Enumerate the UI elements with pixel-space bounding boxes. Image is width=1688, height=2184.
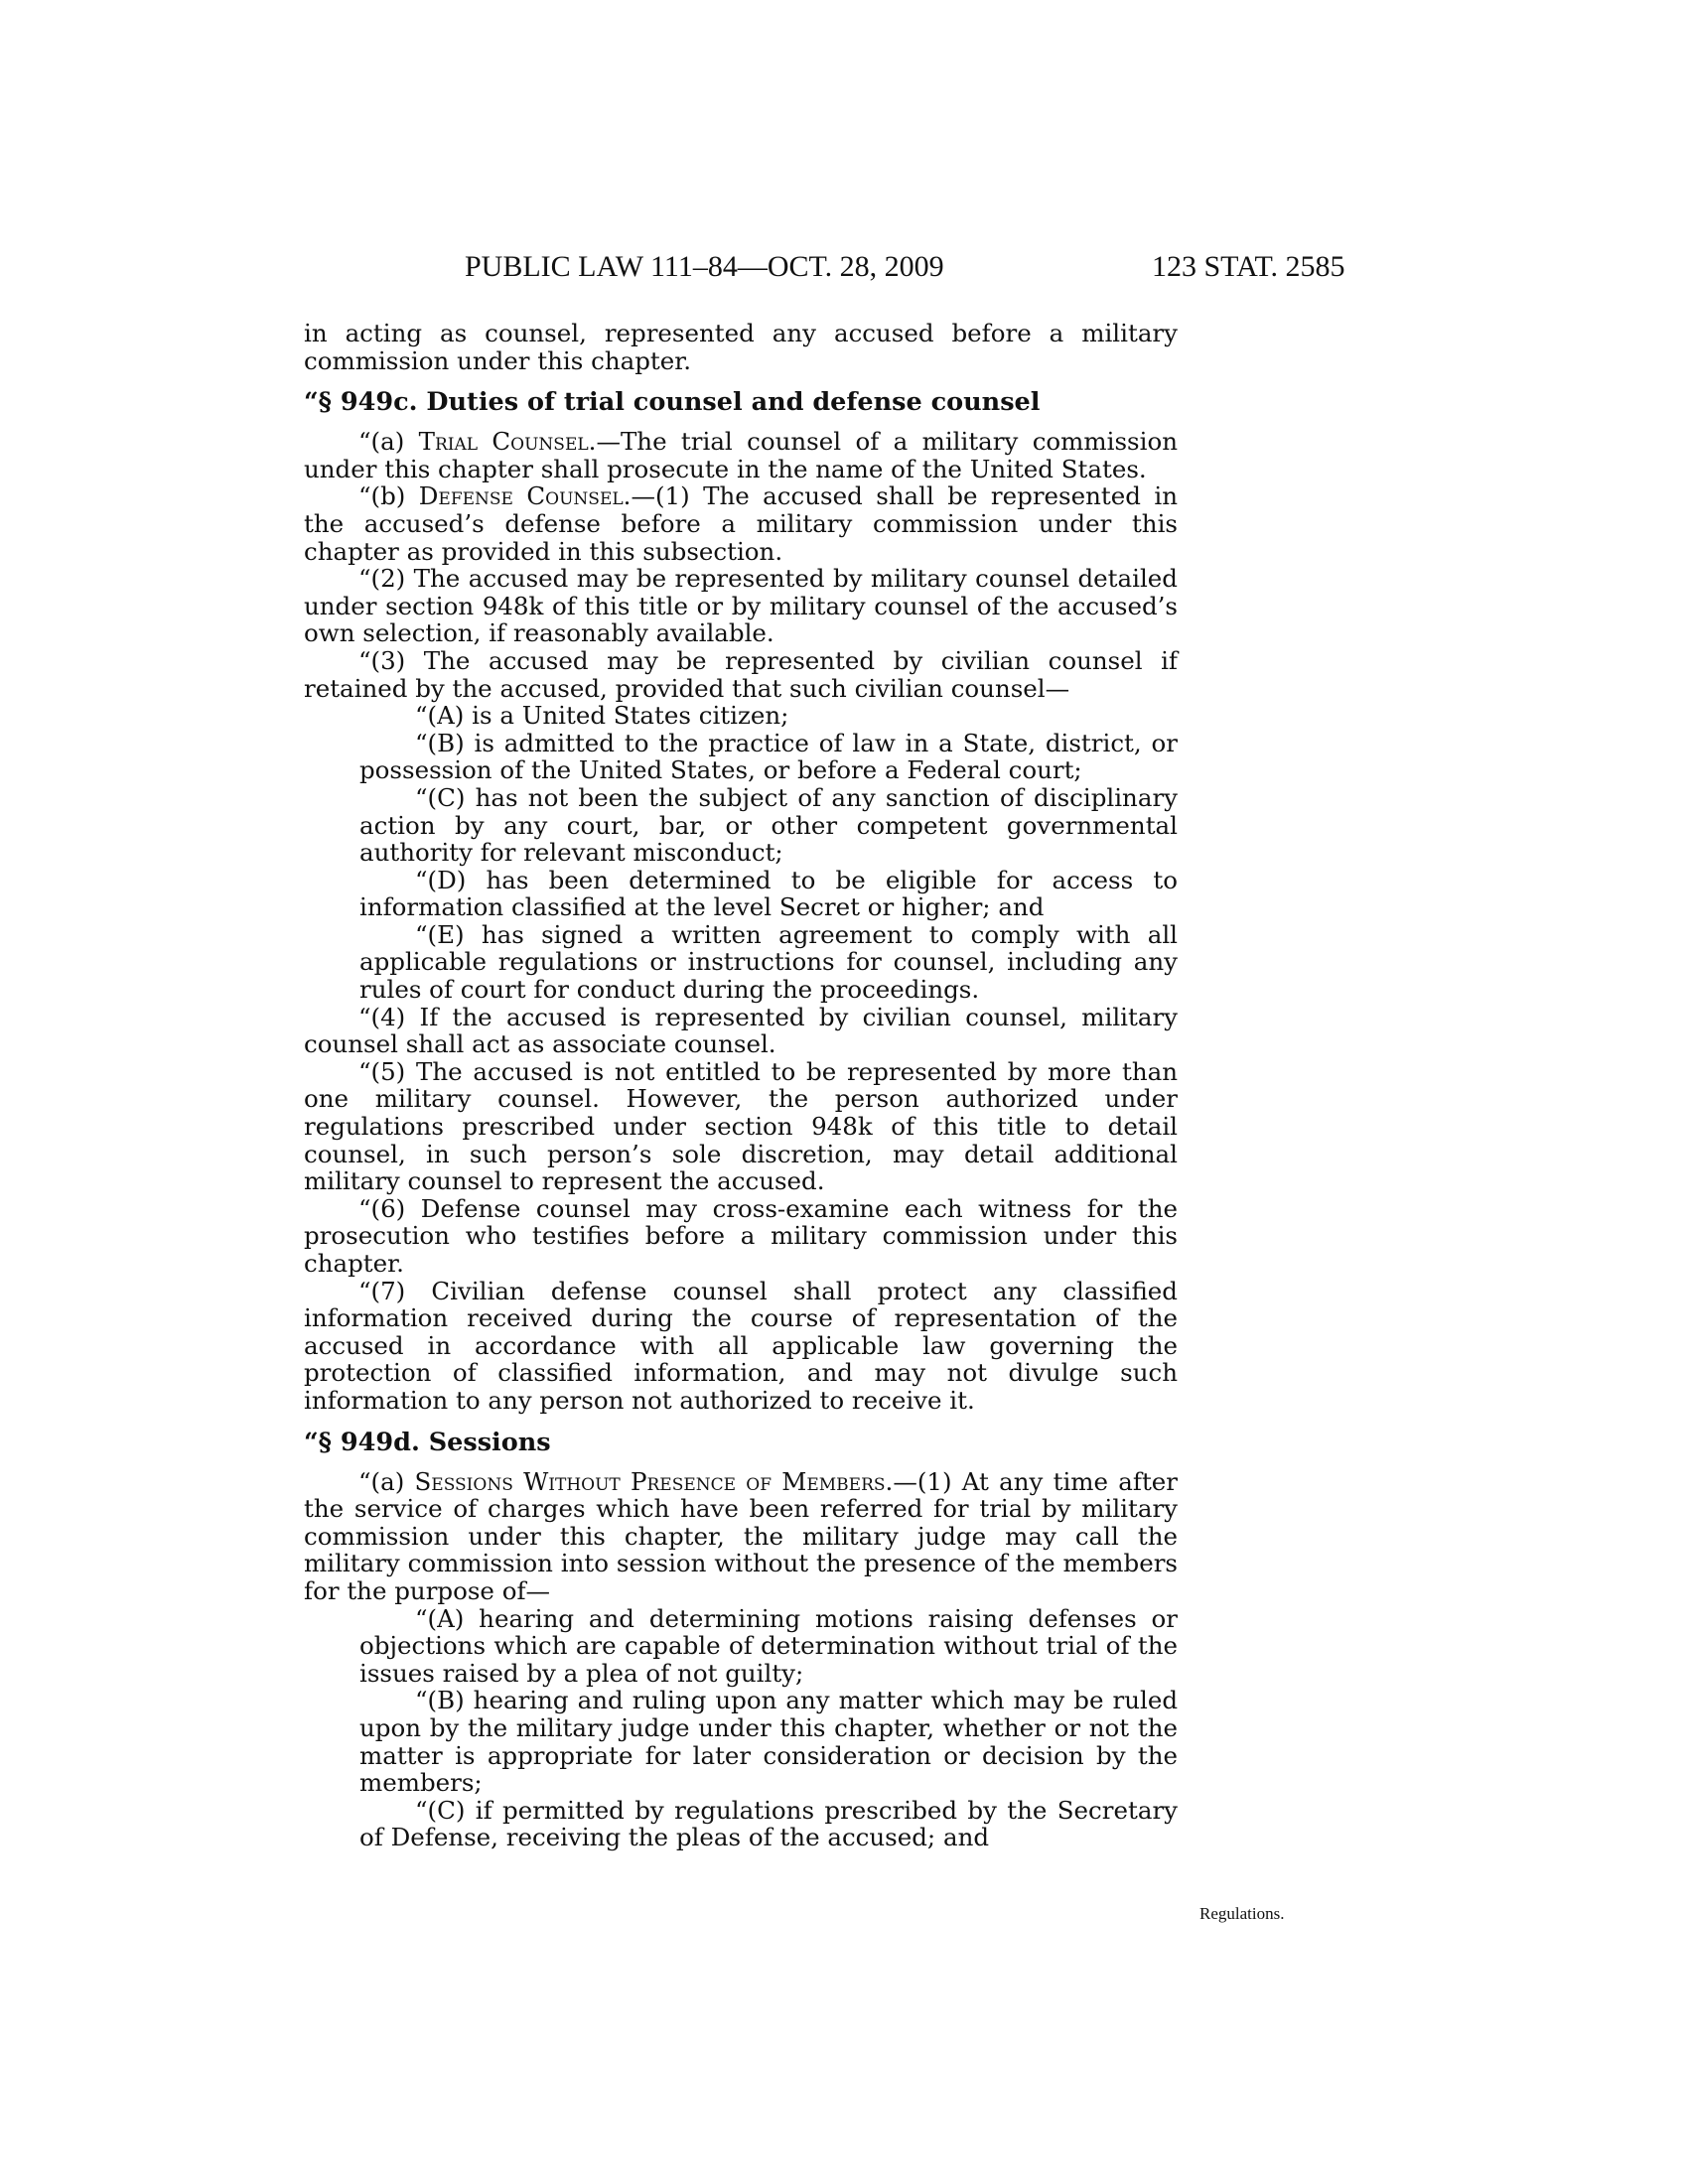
- paragraph-prefix: “(a): [358, 1466, 415, 1496]
- subsection-heading: Defense Counsel: [418, 481, 624, 511]
- paragraph-3: “(3) The accused may be represented by civilian counsel if retained by the accused, provided that such civilian counsel—: [304, 645, 1178, 703]
- paragraph-text: .—The trial counsel of a military commission under this chapter shall prosecute in the name of the United States.: [304, 427, 1178, 483]
- subsection-heading: Sessions Without Presence of Members: [414, 1466, 886, 1496]
- document-body: [304, 320, 1178, 1851]
- paragraph-text: .—(1) The accused shall be represented in the accused’s defense before a military commission under this chapter as provided in this subsection.: [304, 481, 1178, 566]
- paragraph-prefix: “(b): [358, 481, 419, 511]
- paragraph-3-c: “(C) has not been the subject of any sanction of disciplinary action by any court, bar, or other competent governmental authority for relevant misconduct;: [359, 782, 1178, 868]
- paragraph-prefix: “(a): [358, 427, 419, 457]
- paragraph-d-a-A: “(A) hearing and determining motions raising defenses or objections which are capable of determination without trial of the issues raised by a plea of not guilty;: [359, 1603, 1178, 1688]
- page-header: [0, 250, 1688, 290]
- paragraph-3-b: “(B) is admitted to the practice of law in a State, district, or possession of the United States, or before a Federal court;: [359, 728, 1178, 785]
- paragraph-d-a-B: “(B) hearing and ruling upon any matter which may be ruled upon by the military judge under this chapter, whether or not the matter is appropriate for later consideration or decision by the members;: [359, 1686, 1178, 1798]
- paragraph-3-e: “(E) has signed a written agreement to comply with all applicable regulations or instructions for counsel, including any rules of court for conduct during the proceedings.: [359, 919, 1178, 1005]
- paragraph-6: “(6) Defense counsel may cross-examine each witness for the prosecution who testifies before a military commission under this chapter.: [304, 1193, 1178, 1278]
- paragraph-4: “(4) If the accused is represented by civilian counsel, military counsel shall act as associate counsel.: [304, 1002, 1178, 1059]
- margin-note-regulations: Regulations.: [1199, 1904, 1285, 1923]
- paragraph-5: “(5) The accused is not entitled to be represented by more than one military counsel. However, the person authorized under regulations prescribed under section 948k of this title to detail counsel, in such person’s sole discretion, may detail additional military counsel to represent the accused.: [304, 1056, 1178, 1196]
- paragraph-b-defense-counsel: [304, 482, 1178, 565]
- stat-page-number: 123 STAT. 2585: [1152, 250, 1345, 283]
- paragraph-d-a-sessions: [304, 1468, 1178, 1605]
- section-heading-949d: “§ 949d. Sessions: [304, 1427, 551, 1457]
- paragraph-3-d: “(D) has been determined to be eligible for access to information classified at the level Secret or higher; and: [359, 865, 1178, 922]
- running-head: PUBLIC LAW 111–84—OCT. 28, 2009: [465, 250, 944, 283]
- paragraph-d-a-C: “(C) if permitted by regulations prescribed by the Secretary of Defense, receiving the pleas of the accused; and: [359, 1795, 1178, 1852]
- paragraph-7: “(7) Civilian defense counsel shall protect any classified information received during the course of representation of the accused in accordance with all applicable law governing the protection of classified information, and may not divulge such information to any person not authorized to receive it.: [304, 1276, 1178, 1415]
- paragraph-3-a: “(A) is a United States citizen;: [415, 701, 789, 731]
- paragraph-intro: in acting as counsel, represented any accused before a military commission under this chapter.: [304, 319, 1178, 375]
- paragraph-a-trial-counsel: [304, 428, 1178, 482]
- section-heading-949c: “§ 949c. Duties of trial counsel and defense counsel: [304, 387, 1041, 418]
- subsection-heading: Trial Counsel: [418, 427, 589, 457]
- paragraph-text: .—(1) At any time after the service of charges which have been referred for trial by military commission under this chapter, the military judge may call the military commission into session without the presence of the members for the purpose of—: [304, 1466, 1179, 1605]
- paragraph-2: “(2) The accused may be represented by military counsel detailed under section 948k of this title or by military counsel of the accused’s own selection, if reasonably available.: [304, 564, 1178, 648]
